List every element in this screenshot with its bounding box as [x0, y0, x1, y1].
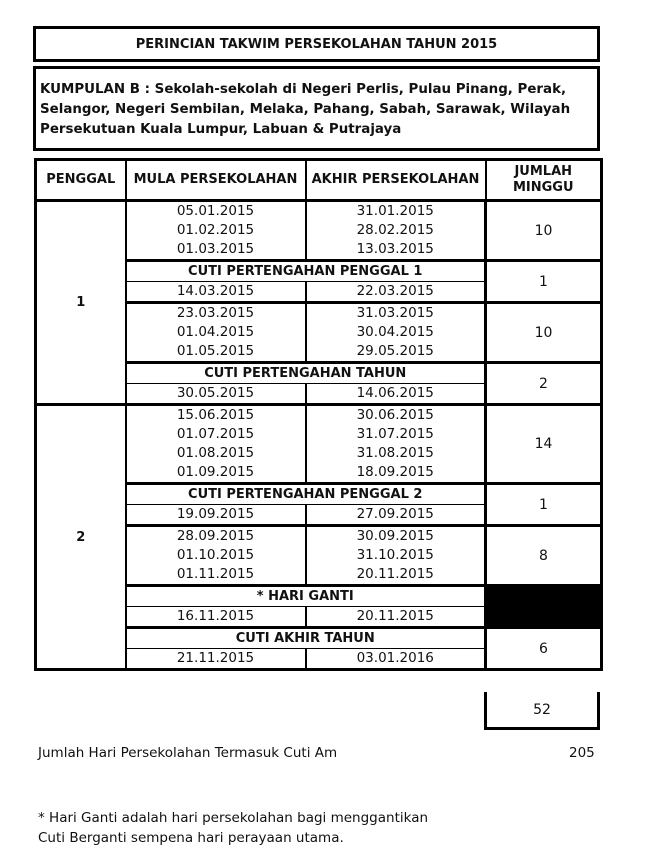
start-date: 21.11.2015 — [126, 649, 306, 670]
group-description-box — [33, 66, 600, 151]
page-title-box — [33, 26, 600, 62]
group-line-1: KUMPULAN B : Sekolah-sekolah di Negeri Perlis, Pulau Pinang, Perak, — [40, 82, 567, 97]
header-weeks-line-2: MINGGU — [512, 180, 574, 195]
end-date: 28.02.2015 — [306, 221, 486, 240]
calendar-table — [34, 158, 603, 671]
start-date: 19.09.2015 — [126, 505, 306, 526]
end-date: 03.01.2016 — [306, 649, 486, 670]
term-number: 2 — [36, 405, 126, 670]
page-title: PERINCIAN TAKWIM PERSEKOLAHAN TAHUN 2015 — [135, 36, 498, 52]
end-date: 20.11.2015 — [306, 565, 486, 586]
start-date: 01.07.2015 — [126, 425, 306, 444]
start-date: 16.11.2015 — [126, 607, 306, 628]
weeks-cell: 1 — [486, 261, 602, 303]
end-date: 31.01.2015 — [306, 201, 486, 222]
end-date: 27.09.2015 — [306, 505, 486, 526]
holiday-label: * HARI GANTI — [126, 586, 486, 607]
date-row — [36, 201, 602, 222]
group-line-3: Persekutuan Kuala Lumpur, Labuan & Putrajaya — [40, 122, 402, 137]
term-number: 1 — [36, 201, 126, 405]
header-weeks-line-1: JUMLAH — [514, 164, 573, 179]
header-start: MULA PERSEKOLAHAN — [126, 160, 306, 201]
footnote-line-1: * Hari Ganti adalah hari persekolahan bagi menggantikan — [38, 810, 429, 826]
end-date: 20.11.2015 — [306, 607, 486, 628]
total-weeks-cell — [484, 692, 600, 730]
end-date: 30.09.2015 — [306, 526, 486, 547]
start-date: 01.05.2015 — [126, 342, 306, 363]
start-date: 14.03.2015 — [126, 282, 306, 303]
holiday-label: CUTI PERTENGAHAN TAHUN — [126, 363, 486, 384]
weeks-cell: 1 — [486, 484, 602, 526]
weeks-cell: 14 — [486, 405, 602, 484]
holiday-label: CUTI PERTENGAHAN PENGGAL 1 — [126, 261, 486, 282]
start-date: 15.06.2015 — [126, 405, 306, 426]
header-end: AKHIR PERSEKOLAHAN — [306, 160, 486, 201]
end-date: 14.06.2015 — [306, 384, 486, 405]
start-date: 23.03.2015 — [126, 303, 306, 324]
end-date: 13.03.2015 — [306, 240, 486, 261]
end-date: 31.03.2015 — [306, 303, 486, 324]
end-date: 31.07.2015 — [306, 425, 486, 444]
header-row — [36, 160, 602, 201]
start-date: 30.05.2015 — [126, 384, 306, 405]
total-weeks: 52 — [533, 701, 551, 718]
end-date: 31.08.2015 — [306, 444, 486, 463]
weeks-cell: 2 — [486, 363, 602, 405]
start-date: 01.09.2015 — [126, 463, 306, 484]
end-date: 30.06.2015 — [306, 405, 486, 426]
group-line-2: Selangor, Negeri Sembilan, Melaka, Pahang, Sabah, Sarawak, Wilayah — [40, 102, 571, 117]
start-date: 01.10.2015 — [126, 546, 306, 565]
summary-value: 205 — [569, 745, 595, 761]
start-date: 28.09.2015 — [126, 526, 306, 547]
calendar-body — [36, 201, 602, 670]
end-date: 18.09.2015 — [306, 463, 486, 484]
summary-label: Jumlah Hari Persekolahan Termasuk Cuti Am — [38, 745, 338, 761]
start-date: 01.08.2015 — [126, 444, 306, 463]
end-date: 31.10.2015 — [306, 546, 486, 565]
date-row — [36, 405, 602, 426]
end-date: 30.04.2015 — [306, 323, 486, 342]
start-date: 01.04.2015 — [126, 323, 306, 342]
weeks-cell: 10 — [486, 303, 602, 363]
start-date: 01.03.2015 — [126, 240, 306, 261]
weeks-cell: 10 — [486, 201, 602, 261]
end-date: 29.05.2015 — [306, 342, 486, 363]
start-date: 01.02.2015 — [126, 221, 306, 240]
holiday-label: CUTI PERTENGAHAN PENGGAL 2 — [126, 484, 486, 505]
start-date: 01.11.2015 — [126, 565, 306, 586]
weeks-cell: 8 — [486, 526, 602, 586]
footnote-line-2: Cuti Berganti sempena hari perayaan utama. — [38, 830, 344, 846]
end-date: 22.03.2015 — [306, 282, 486, 303]
start-date: 05.01.2015 — [126, 201, 306, 222]
weeks-cell-blacked-out — [486, 586, 602, 628]
holiday-label: CUTI AKHIR TAHUN — [126, 628, 486, 649]
header-weeks — [486, 160, 602, 201]
header-term: PENGGAL — [36, 160, 126, 201]
weeks-cell: 6 — [486, 628, 602, 670]
